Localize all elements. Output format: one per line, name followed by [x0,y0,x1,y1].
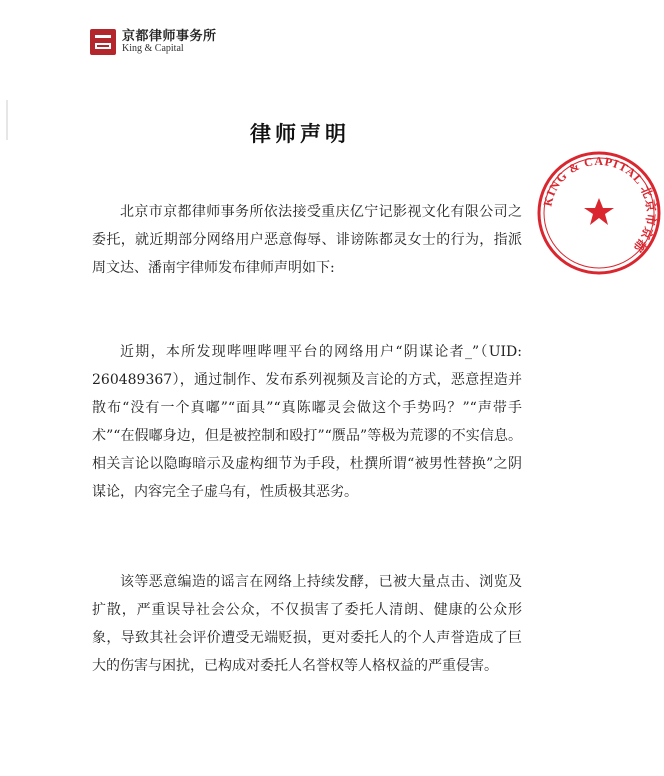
firm-names [122,30,217,54]
seal-text: KING & CAPITAL 北京市京都 [540,153,659,256]
firm-name-en: King & Capital [122,42,184,54]
paragraph-intro: 北京市京都律师事务所依法接受重庆亿宁记影视文化有限公司之委托，就近期部分网络用户恶意侮辱、诽谤陈都灵女士的行为，指派周文达、潘南宇律师发布律师声明如下: [92,204,522,276]
official-seal-icon [534,148,664,278]
paragraph-harm: 该等恶意编造的谣言在网络上持续发酵，已被大量点击、浏览及扩散，严重误导社会公众，不仅损害了委托人清朗、健康的公众形象，导致其社会评价遭受无端贬损，更对委托人的个人声誉造成了巨大的伤害与困扰，已构成对委托人名誉权等人格权益的严重侵害。 [92,574,522,674]
document-title: 律师声明 [250,121,350,146]
letterhead [90,24,217,60]
king-capital-logo-icon [90,29,116,55]
firm-name-cn: 京都律师事务所 [122,28,217,44]
paragraph-facts: 近期，本所发现哔哩哔哩平台的网络用户“阴谋论者_”（UID: 260489367），通过制作、发布系列视频及言论的方式，恶意捏造并散布“没有一个真嘟”“面具”“真陈嘟灵会做这个手势吗？”“声带手术”“在假嘟身边，但是被控制和殴打”“赝品”等极为荒谬的不实信息。相关言论以隐晦暗示及虚构细节为手段，杜撰所谓“被男性替换”之阴谋论，内容完全子虚乌有，性质极其恶劣。 [92,344,522,500]
